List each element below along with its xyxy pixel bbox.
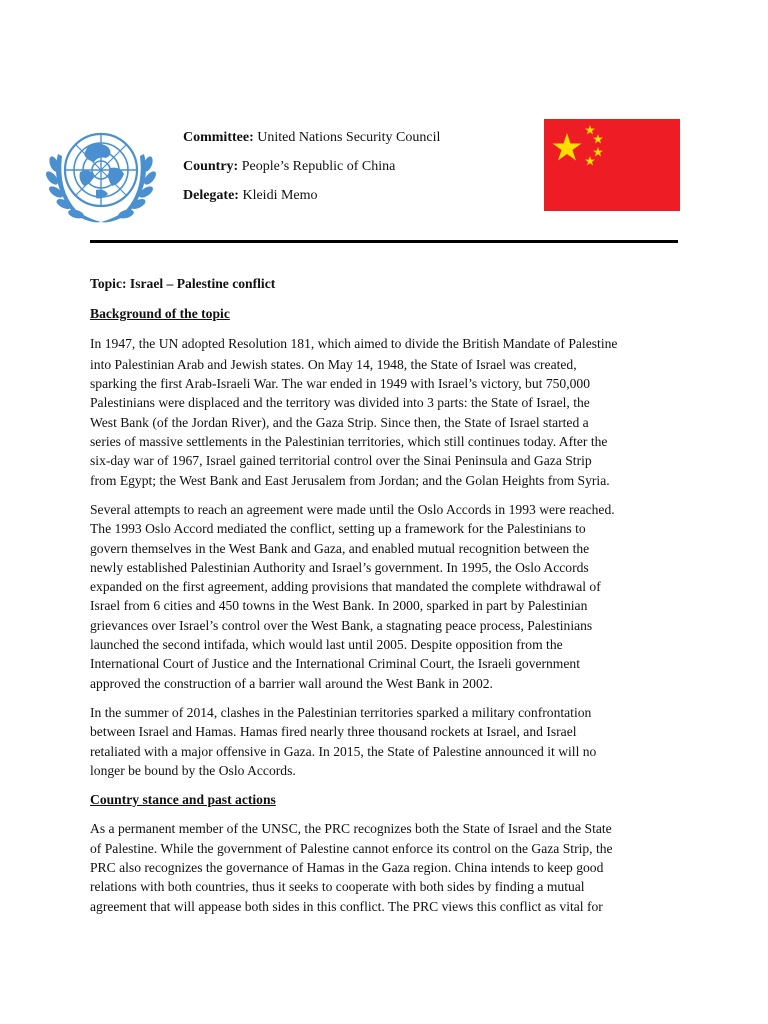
un-emblem-icon: [36, 114, 166, 234]
text-line: govern themselves in the West Bank and Gaza, and enabled mutual recognition between the: [90, 540, 590, 556]
committee-label: Committee:: [183, 130, 254, 145]
topic-title: Topic: Israel – Palestine conflict: [90, 276, 276, 291]
text-line: longer be bound by the Oslo Accords.: [90, 762, 296, 778]
text-line: into Palestinian Arab and Jewish states. On May 14, 1948, the State of Israel was created,: [90, 356, 577, 372]
text-line: from Egypt; the West Bank and East Jerusalem from Jordan; and the Golan Heights from Syria.: [90, 472, 610, 488]
header-info: [183, 123, 440, 210]
text-line: of Palestine. While the government of Palestine cannot enforce its control on the Gaza Strip, the: [90, 840, 613, 856]
text-line: West Bank (of the Jordan River), and the Gaza Strip. Since then, the State of Israel started a: [90, 414, 589, 430]
text-line: PRC also recognizes the governance of Hamas in the Gaza region. China intends to keep good: [90, 860, 604, 876]
text-line: six-day war of 1967, Israel gained territorial control over the Sinai Peninsula and Gaza Strip: [90, 453, 592, 469]
paragraph: [90, 500, 682, 693]
country-label: Country:: [183, 159, 239, 174]
background-heading: Background of the topic: [90, 306, 230, 322]
text-line: series of massive settlements in the Palestinian territories, which still continues today. After the: [90, 434, 608, 450]
prc-flag-icon: [544, 119, 680, 211]
country-line: [183, 152, 440, 181]
header-divider: [90, 240, 678, 243]
text-line: launched the second intifada, which would last until 2005. Despite opposition from the: [90, 637, 563, 653]
text-line: Israel from 6 cities and 450 towns in the West Bank. In 2000, sparked in part by Palestinian: [90, 598, 588, 614]
delegate-label: Delegate:: [183, 188, 239, 203]
paragraph: [90, 703, 682, 780]
text-line: In the summer of 2014, clashes in the Palestinian territories sparked a military confrontation: [90, 704, 592, 720]
text-line: Several attempts to reach an agreement were made until the Oslo Accords in 1993 were reached.: [90, 501, 615, 517]
text-line: relations with both countries, thus it seeks to cooperate with both sides by finding a mutual: [90, 879, 585, 895]
text-line: approved the construction of a barrier wall around the West Bank in 2002.: [90, 675, 493, 691]
text-line: newly established Palestinian Authority and Israel’s government. In 1995, the Oslo Accords: [90, 559, 589, 575]
text-line: In 1947, the UN adopted Resolution 181, which aimed to divide the British Mandate of Palestine: [90, 335, 618, 351]
text-line: retaliated with a major offensive in Gaza. In 2015, the State of Palestine announced it will no: [90, 743, 597, 759]
text-line: The 1993 Oslo Accord mediated the conflict, setting up a framework for the Palestinians to: [90, 521, 586, 537]
delegate-value: Kleidi Memo: [242, 188, 318, 203]
stance-heading: Country stance and past actions: [90, 792, 276, 808]
background-section: [90, 334, 682, 781]
text-line: between Israel and Hamas. Hamas fired nearly three thousand rockets at Israel, and Israel: [90, 724, 577, 740]
stance-section: [90, 819, 682, 915]
country-value: People’s Republic of China: [241, 159, 396, 174]
text-line: grievances over Israel’s control over the West Bank, a stagnating peace process, Palestinians: [90, 617, 593, 633]
delegate-line: [183, 181, 440, 210]
committee-value: United Nations Security Council: [257, 130, 441, 145]
committee-line: [183, 123, 440, 152]
text-line: expanded on the first agreement, adding provisions that mandated the complete withdrawal of: [90, 579, 601, 595]
paragraph: [90, 334, 682, 490]
text-line: sparking the first Arab-Israeli War. The war ended in 1949 with Israel’s victory, but 750,000: [90, 376, 590, 392]
text-line: As a permanent member of the UNSC, the PRC recognizes both the State of Israel and the State: [90, 821, 612, 837]
text-line: International Court of Justice and the International Criminal Court, the Israeli government: [90, 656, 580, 672]
document-body: [90, 274, 682, 926]
text-line: Palestinians were displaced and the territory was divided into 3 parts: the State of Israel, the: [90, 395, 590, 411]
paragraph: [90, 819, 682, 915]
text-line: agreement that will appease both sides in this conflict. The PRC views this conflict as vital for: [90, 898, 603, 914]
